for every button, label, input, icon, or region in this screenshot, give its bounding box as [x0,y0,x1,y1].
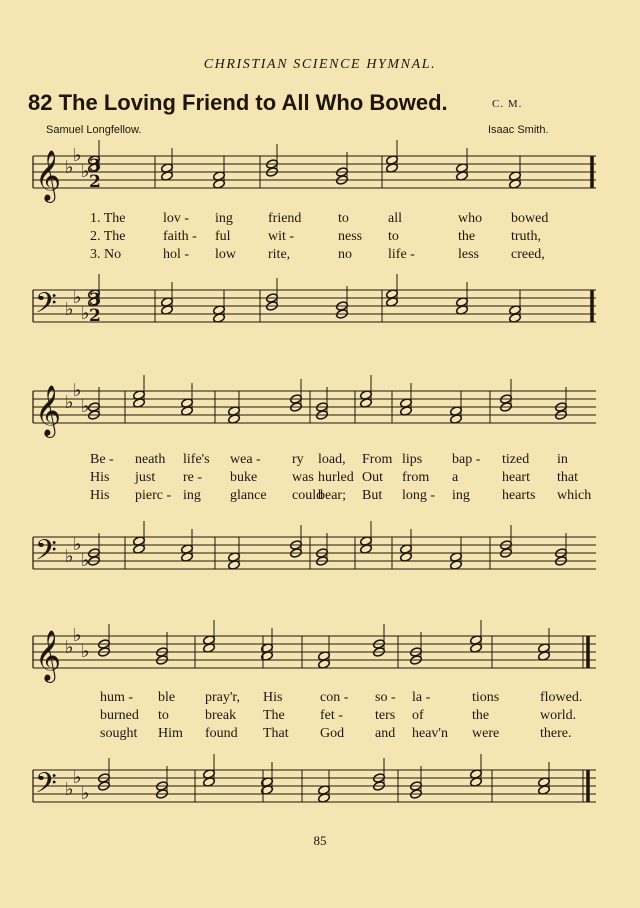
lyric-syllable: low [215,247,236,262]
flat-icon: ♭ [81,303,90,324]
lyric-syllable: all [388,211,402,226]
lyric-syllable: tions [472,690,500,705]
lyric-syllable: from [402,470,430,485]
flat-icon: ♭ [65,637,74,658]
lyric-syllable: con - [320,690,349,705]
lyric-syllable: lov - [163,211,190,226]
lyric-syllable: Out [362,470,383,485]
hymn-number: 82 [28,90,53,115]
lyric-syllable: God [320,726,345,741]
flat-icon: ♭ [73,287,82,308]
bass-clef-icon: 𝄢 [35,767,57,807]
lyric-syllable: hol - [163,247,190,262]
lyric-syllable: long - [402,488,436,503]
lyric-syllable: a [452,470,459,485]
lyric-syllable: life's [183,452,210,467]
lyric-syllable: The [263,708,285,723]
lyric-syllable: fet - [320,708,343,723]
treble-clef-icon: 𝄞 [35,150,62,201]
lyric-syllable: neath [135,452,166,467]
lyric-syllable: ing [452,488,470,503]
lyric-syllable: was [292,470,314,485]
flat-icon: ♭ [73,767,82,788]
lyric-syllable: could [292,488,324,503]
bass-clef-icon: 𝄢 [35,534,57,574]
lyric-syllable: found [205,726,238,741]
time-signature-bottom: 2 [89,172,101,192]
lyric-syllable: the [458,229,476,244]
lyric-syllable: in [557,452,568,467]
lyric-syllable: glance [230,488,267,503]
lyric-syllable: ry [292,452,304,467]
lyric-syllable: hurled [318,470,354,485]
lyric-syllable: load, [318,452,346,467]
lyric-syllable: pierc - [135,488,172,503]
lyric-syllable: Him [158,726,183,741]
flat-icon: ♭ [81,641,90,662]
flat-icon: ♭ [73,380,82,401]
lyric-syllable: that [557,470,578,485]
treble-clef-icon: 𝄞 [35,385,62,436]
flat-icon: ♭ [73,625,82,646]
lyric-syllable: 3. No [90,247,122,262]
lyric-syllable: hearts [502,488,536,503]
hymn-meter: C. M. [492,98,523,110]
lyric-syllable: to [338,211,349,226]
lyric-syllable: sought [100,726,138,741]
lyric-syllable: bowed [511,211,549,226]
flat-icon: ♭ [81,550,90,571]
lyric-syllable: who [458,211,483,226]
lyric-syllable: His [263,690,283,705]
lyric-syllable: heav'n [412,726,448,741]
lyric-syllable: wit - [268,229,295,244]
lyric-syllable: bear; [318,488,346,503]
lyric-syllable: just [135,470,156,485]
lyric-syllable: lips [402,452,423,467]
lyric-syllable: burned [100,708,139,723]
lyric-syllable: friend [268,211,302,226]
lyric-syllable: bap - [452,452,481,467]
hymn-title-text: The Loving Friend to All Who Bowed. [58,90,448,115]
lyric-syllable: faith - [163,229,197,244]
lyric-syllable: pray'r, [205,690,240,705]
lyric-syllable: 1. The [90,211,126,226]
time-signature-top: 3 [89,290,101,310]
lyric-syllable: break [205,708,237,723]
lyric-syllable: His [90,488,110,503]
lyric-syllable: truth, [511,229,541,244]
lyric-syllable: life - [388,247,415,262]
lyric-syllable: of [412,708,424,723]
lyric-syllable: world. [540,708,577,723]
lyric-syllable: flowed. [540,690,583,705]
lyric-syllable: to [158,708,169,723]
lyric-syllable: and [375,726,396,741]
flat-icon: ♭ [65,779,74,800]
lyric-syllable: the [472,708,490,723]
flat-icon: ♭ [81,396,90,417]
lyric-syllable: creed, [511,247,545,262]
lyric-syllable: la - [412,690,431,705]
lyric-syllable: there. [540,726,572,741]
composer-credit: Isaac Smith. [488,124,549,136]
lyric-syllable: ters [375,708,396,723]
lyric-syllable: His [90,470,110,485]
flat-icon: ♭ [65,546,74,567]
flat-icon: ♭ [65,392,74,413]
lyric-syllable: re - [183,470,203,485]
flat-icon: ♭ [73,534,82,555]
lyric-syllable: hum - [100,690,134,705]
author-credit: Samuel Longfellow. [46,124,142,136]
lyric-syllable: ing [183,488,201,503]
flat-icon: ♭ [65,157,74,178]
lyric-syllable: buke [230,470,258,485]
lyric-syllable: ful [215,229,231,244]
treble-clef-icon: 𝄞 [35,630,62,681]
lyric-syllable: less [458,247,479,262]
lyric-syllable: ble [158,690,176,705]
lyric-syllable: which [557,488,592,503]
lyric-syllable: rite, [268,247,291,262]
time-signature-bottom: 2 [89,306,101,326]
lyric-syllable: so - [375,690,396,705]
lyric-syllable: 2. The [90,229,126,244]
lyric-syllable: ing [215,211,233,226]
page-number: 85 [313,833,327,848]
lyric-syllable: to [388,229,399,244]
lyric-syllable: But [362,488,383,503]
flat-icon: ♭ [81,161,90,182]
flat-icon: ♭ [65,299,74,320]
lyric-syllable: wea - [230,452,261,467]
time-signature-top: 3 [89,156,101,176]
lyric-syllable: ness [338,229,363,244]
flat-icon: ♭ [73,145,82,166]
lyric-syllable: were [472,726,500,741]
lyric-syllable: tized [502,452,530,467]
lyric-syllable: From [362,452,393,467]
running-head: CHRISTIAN SCIENCE HYMNAL. [203,57,437,72]
flat-icon: ♭ [81,783,90,804]
lyric-syllable: Be - [90,452,114,467]
bass-clef-icon: 𝄢 [35,287,57,327]
lyric-syllable: no [338,247,352,262]
lyric-syllable: heart [502,470,530,485]
lyric-syllable: That [263,726,289,741]
